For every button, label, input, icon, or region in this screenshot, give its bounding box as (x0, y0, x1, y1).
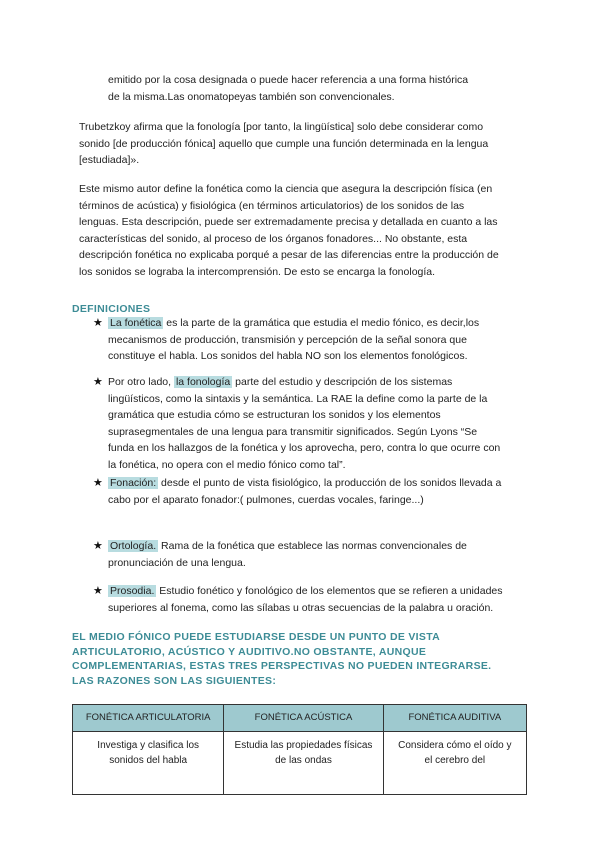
trubetzkoy-paragraph: Trubetzkoy afirma que la fonología [por tanto, la lingüística] solo debe considerar como sonido [de producción fónica] aquello que cumple una función determinada en la lengua [estudiada]». (79, 121, 489, 166)
definition-term: la fonología (175, 376, 231, 388)
definition-item (93, 538, 503, 571)
table-header: FONÉTICA ACÚSTICA (224, 705, 383, 732)
table-header-row (73, 705, 527, 732)
fonetica-paragraph: Este mismo autor define la fonética como la ciencia que asegura la descripción física (en términos de acústica) y fisiológica (en términos articulatorios) de los sonidos de las lenguas. Esta descripción, puede ser extremadamente precisa y detallada en cuanto a las características del sonido, al proceso de los órganos fonadores... No obstante, esta descripción fonética no explicaba porqué a pesar de las diferencias entre la producción de los sonidos se lograba la intercomprensión. De esto se encarga la fonología. (79, 183, 499, 278)
definition-item (93, 475, 503, 508)
table-header: FONÉTICA ARTICULATORIA (73, 705, 224, 732)
definition-item (93, 315, 503, 365)
definition-text: parte del estudio y descripción de los sistemas lingüísticos, como la sintaxis y la semántica. La RAE la define como la parte de la gramática que estudia cómo se estructuran los sonidos y los elementos suprasegmentales de una lengua para transmitir significados. Según Lyons “Se funda en los hallazgos de la fonética y los aprovecha, pero, contra lo que ocurre con la fonética, no opera con el medio fónico como tal”. (108, 376, 501, 471)
table-cell: Estudia las propiedades físicas de las ondas (224, 732, 383, 795)
definition-text: Estudio fonético y fonológico de los elementos que se refieren a unidades superiores al fonema, como las sílabas u otras secuencias de la palabra u oración. (108, 585, 503, 614)
definition-text: desde el punto de vista fisiológico, la producción de los sonidos llevada a cabo por el aparato fonador:( pulmones, cuerdas vocales, faringe...) (108, 477, 502, 506)
definition-term: Fonación: (110, 477, 157, 489)
definition-term: La fonética (110, 317, 162, 329)
definition-text: es la parte de la gramática que estudia el medio fónico, es decir,los mecanismos de producción, transmisión y percepción de la señal sonora que constituye el habla. Los sonidos del habla NO son los elementos fonológicos. (108, 317, 480, 362)
table-cell: Investiga y clasifica los sonidos del habla (73, 732, 224, 795)
medio-fonico-heading: EL MEDIO FÓNICO PUEDE ESTUDIARSE DESDE UN PUNTO DE VISTA ARTICULATORIO, ACÚSTICO Y AUDITIVO.NO OBSTANTE, AUNQUE COMPLEMENTARIAS, ESTAS TRES PERSPECTIVAS NO PUEDEN INTEGRARSE. LAS RAZONES SON LAS SIGUIENTES: (72, 631, 492, 687)
star-icon: ★ (93, 477, 103, 489)
table-header: FONÉTICA AUDITIVA (383, 705, 526, 732)
star-icon: ★ (93, 540, 103, 552)
definition-term: Prosodia. (110, 585, 155, 597)
definition-item (93, 374, 503, 473)
definition-pre: Por otro lado, (108, 376, 174, 388)
star-icon: ★ (93, 317, 103, 329)
star-icon: ★ (93, 376, 103, 388)
definition-item (93, 583, 503, 616)
definition-text: Rama de la fonética que establece las normas convencionales de pronunciación de una lengua. (108, 540, 467, 569)
comparison-table (72, 704, 527, 795)
definition-term: Ortología. (110, 540, 157, 552)
star-icon: ★ (93, 585, 103, 597)
table-row (73, 732, 527, 795)
quote-paragraph: emitido por la cosa designada o puede hacer referencia a una forma histórica de la misma.Las onomatopeyas también son convencionales. (108, 74, 469, 103)
table-cell: Considera cómo el oído y el cerebro del (383, 732, 526, 795)
definitions-heading: DEFINICIONES (72, 303, 151, 315)
